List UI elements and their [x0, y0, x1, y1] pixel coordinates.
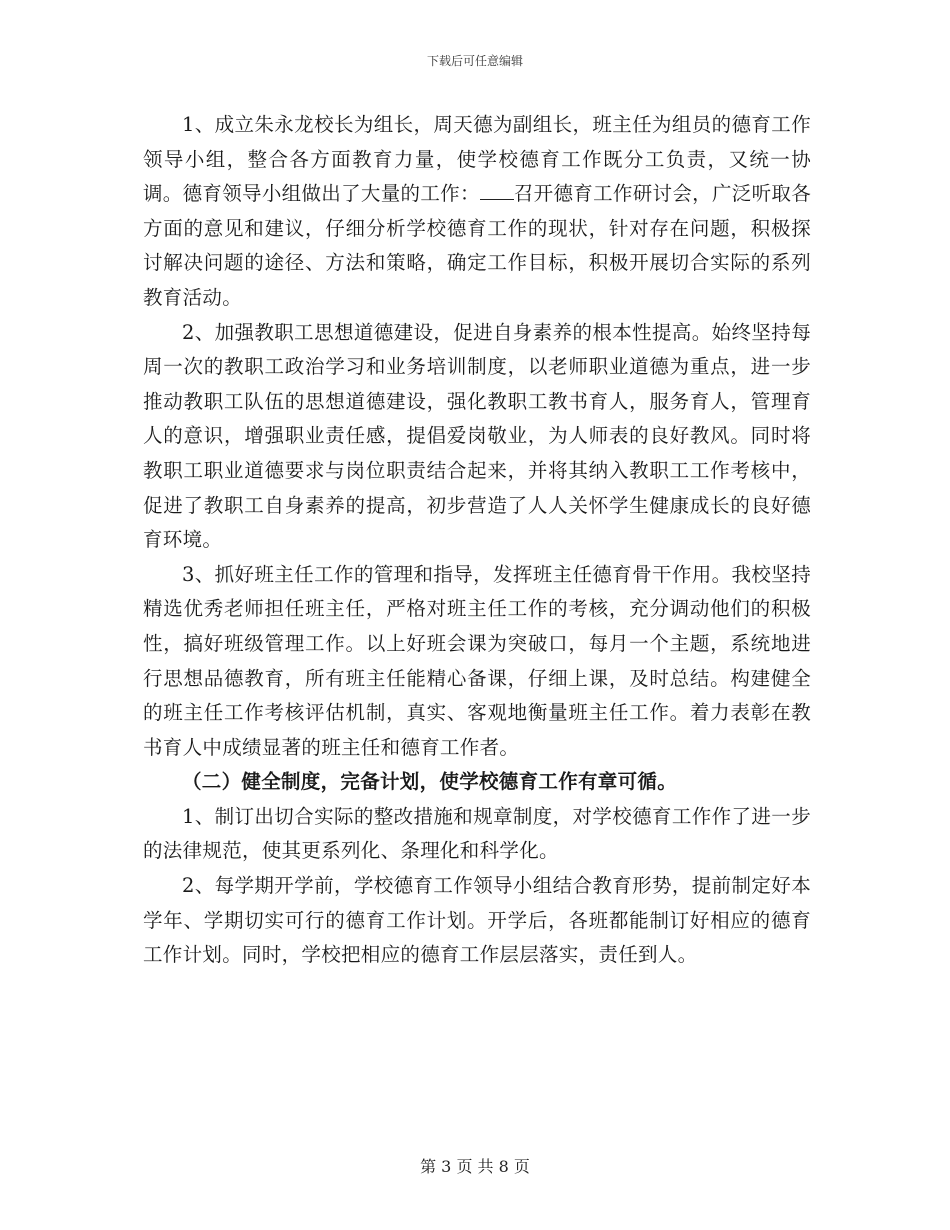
- page-number: 第 3 页 共 8 页: [420, 1157, 530, 1176]
- document-body: [143, 108, 811, 973]
- page-header: 下载后可任意编辑: [426, 54, 523, 68]
- paragraph-text: 召开德育工作研讨会，广泛听取各方面的意见和建议，仔细分析学校德育工作的现状，针对存在问题，积极探讨解决问题的途径、方法和策略，确定工作目标，积极开展切合实际的系列教育活动。: [143, 182, 811, 309]
- paragraph-semester-plan: 2、每学期开学前，学校德育工作领导小组结合教育形势，提前制定好本学年、学期切实可行的德育工作计划。开学后，各班都能制订好相应的德育工作计划。同时，学校把相应的德育工作层层落实，责任到人。: [143, 874, 811, 967]
- paragraph-leadership-group: [143, 108, 811, 316]
- paragraph-regulations: 1、制订出切合实际的整改措施和规章制度，对学校德育工作作了进一步的法律规范，使其更系列化、条理化和科学化。: [143, 804, 811, 863]
- fill-blank: [480, 181, 514, 200]
- paragraph-text: 1、成立朱永龙校长为组长，周天德为副组长，班主任为组员的德育工作领导小组，整合各方面教育力量，使学校德育工作既分工负责，又统一协调。德育领导小组做出了大量的工作：: [143, 113, 811, 206]
- paragraph-staff-ethics: 2、加强教职工思想道德建设，促进自身素养的根本性提高。始终坚持每周一次的教职工政治学习和业务培训制度，以老师职业道德为重点，进一步推动教职工队伍的思想道德建设，强化教职工教书育人，服务育人，管理育人的意识，增强职业责任感，提倡爱岗敬业，为人师表的良好教风。同时将教职工职业道德要求与岗位职责结合起来，并将其纳入教职工工作考核中，促进了教职工自身素养的提高，初步营造了人人关怀学生健康成长的良好德育环境。: [143, 320, 811, 552]
- section-heading: （二）健全制度，完备计划，使学校德育工作有章可循。: [182, 770, 678, 794]
- paragraph-class-teacher: 3、抓好班主任工作的管理和指导，发挥班主任德育骨干作用。我校坚持精选优秀老师担任班主任，严格对班主任工作的考核，充分调动他们的积极性，搞好班级管理工作。以上好班会课为突破口，每月一个主题，系统地进行思想品德教育，所有班主任能精心备课，仔细上课，及时总结。构建健全的班主任工作考核评估机制，真实、客观地衡量班主任工作。着力表彰在教书育人中成绩显著的班主任和德育工作者。: [143, 562, 811, 759]
